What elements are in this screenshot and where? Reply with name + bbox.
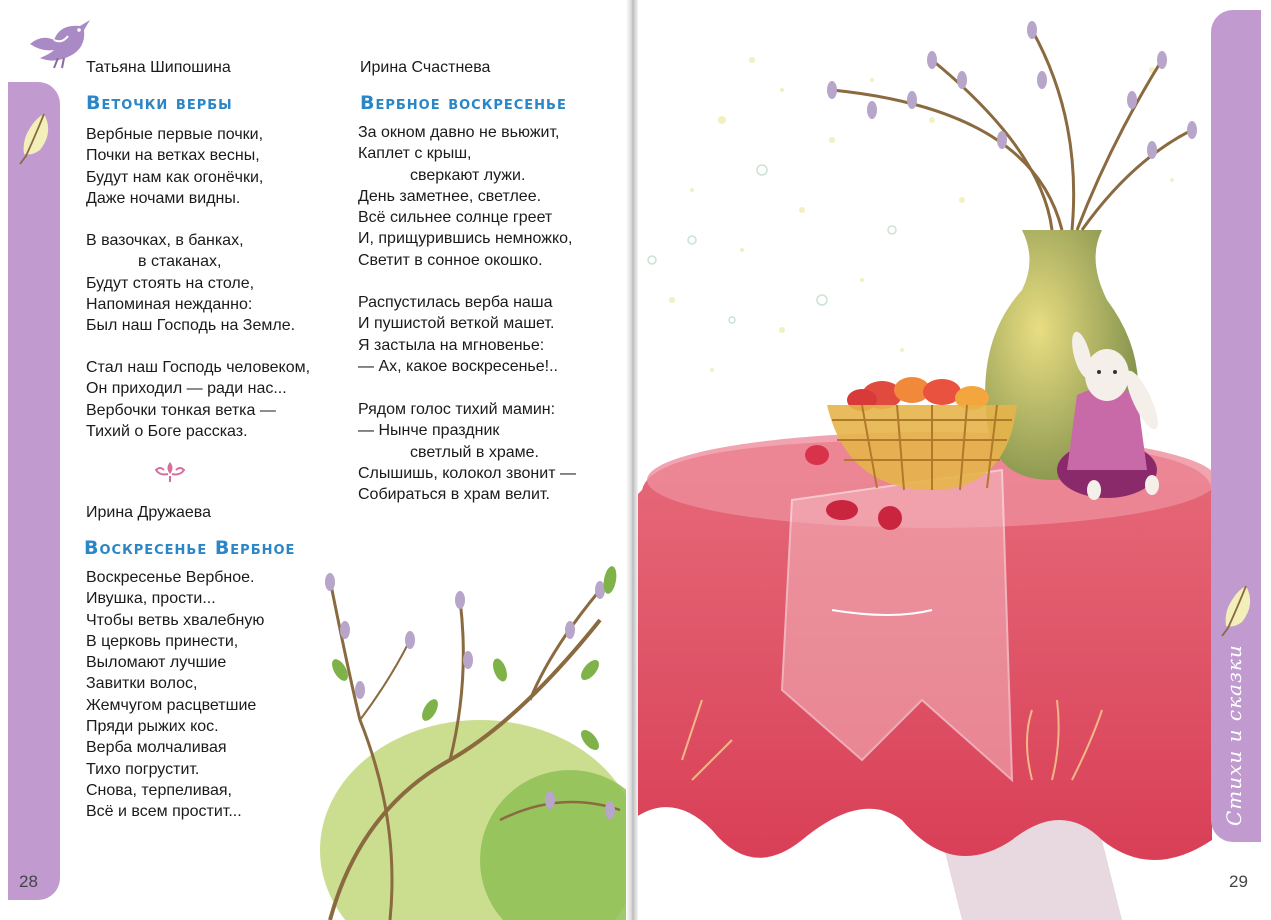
poem-line: Он приходил — ради нас...: [86, 380, 287, 398]
poem-line: Будут стоять на столе,: [86, 274, 255, 292]
poem-line: Рядом голос тихий мамин:: [358, 401, 556, 418]
easter-table-illustration: [632, 0, 1212, 920]
poem-line: Каплет с крыш,: [358, 145, 472, 163]
poem-line: светлый в храме.: [410, 443, 539, 461]
poem-line: в стаканах,: [138, 253, 222, 271]
poem2-author: Ирина Счастнева: [360, 59, 491, 76]
poem-line: Почки на ветках весны,: [86, 147, 260, 165]
feather-icon: [1216, 582, 1256, 638]
poem-line: Стал наш Господь человеком,: [86, 359, 311, 376]
poem-line: Ивушка, прости...: [86, 590, 216, 608]
poem-line: Тихий о Боге рассказ.: [86, 422, 248, 440]
poem-line: Собираться в храм велит.: [358, 486, 550, 504]
poem-line: — Нынче праздник: [358, 422, 500, 440]
poem-line: Был наш Господь на Земле.: [86, 317, 296, 335]
poem-line: Жемчугом расцветшие: [86, 696, 257, 714]
poem-line: Пряди рыжих кос.: [86, 718, 219, 736]
feather-icon: [14, 110, 54, 166]
poem-line: Верба молчаливая: [86, 739, 227, 757]
poem-line: И, прищурившись немножко,: [358, 230, 573, 248]
poem2-title: Вербное воскресенье: [360, 92, 567, 114]
bird-icon: [24, 14, 94, 70]
poem-line: В вазочках, в банках,: [86, 232, 244, 249]
page-number-right: 29: [1229, 872, 1248, 891]
poem2-stanza-1: [358, 122, 572, 271]
left-page: [0, 0, 632, 920]
poem-line: Вербочки тонкая ветка —: [86, 401, 276, 419]
poem-line: Выломают лучшие: [86, 654, 227, 672]
poem-line: Светит в сонное окошко.: [358, 251, 543, 269]
poem1-stanza-1: [86, 124, 263, 209]
poem3-title: Воскресенье Вербное: [84, 537, 296, 559]
poem-line: — Ах, какое воскресенье!..: [358, 357, 558, 375]
poem2-stanza-3: [358, 399, 576, 505]
poem-line: Распустилась верба наша: [358, 294, 553, 311]
poem-line: В церковь принести,: [86, 632, 239, 650]
poem-line: Слышишь, колокол звонит —: [358, 464, 576, 482]
fleuron-icon: [150, 458, 190, 484]
poem3-stanza-1: [86, 567, 264, 823]
poem-line: Тихо погрустит.: [86, 760, 200, 778]
book-spine: [626, 0, 638, 920]
page-number-left: 28: [19, 872, 38, 891]
right-page: [632, 0, 1271, 920]
poem-line: За окном давно не вьюжит,: [358, 124, 560, 141]
poem-line: Воскресенье Вербное.: [86, 569, 255, 586]
poem-line: Всё и всем простит...: [86, 803, 242, 821]
poem1-author: Татьяна Шипошина: [86, 59, 231, 76]
poem-line: Завитки волос,: [86, 675, 198, 693]
poem1-stanza-2: [86, 230, 295, 336]
poem-line: Чтобы ветвь хвалебную: [86, 611, 265, 629]
side-tab: [8, 82, 60, 900]
willow-branches-illustration: [300, 560, 632, 920]
poem-line: Будут нам как огонёчки,: [86, 168, 264, 186]
poem3-author: Ирина Дружаева: [86, 504, 211, 521]
poem-line: Всё сильнее солнце греет: [358, 209, 553, 227]
section-label: Стихи и сказки: [1222, 644, 1246, 826]
poem-line: сверкают лужи.: [410, 166, 526, 184]
poem-line: Я застыла на мгновенье:: [358, 336, 545, 354]
poem-line: День заметнее, светлее.: [358, 187, 542, 205]
poem-line: Напоминая нежданно:: [86, 295, 253, 313]
poem-line: Вербные первые почки,: [86, 126, 264, 143]
poem1-title: Веточки вербы: [86, 92, 233, 114]
poem2-stanza-2: [358, 292, 558, 377]
poem-line: Снова, терпеливая,: [86, 781, 232, 799]
poem-line: Даже ночами видны.: [86, 189, 241, 207]
poem1-stanza-3: [86, 357, 310, 442]
poem-line: И пушистой веткой машет.: [358, 315, 555, 333]
